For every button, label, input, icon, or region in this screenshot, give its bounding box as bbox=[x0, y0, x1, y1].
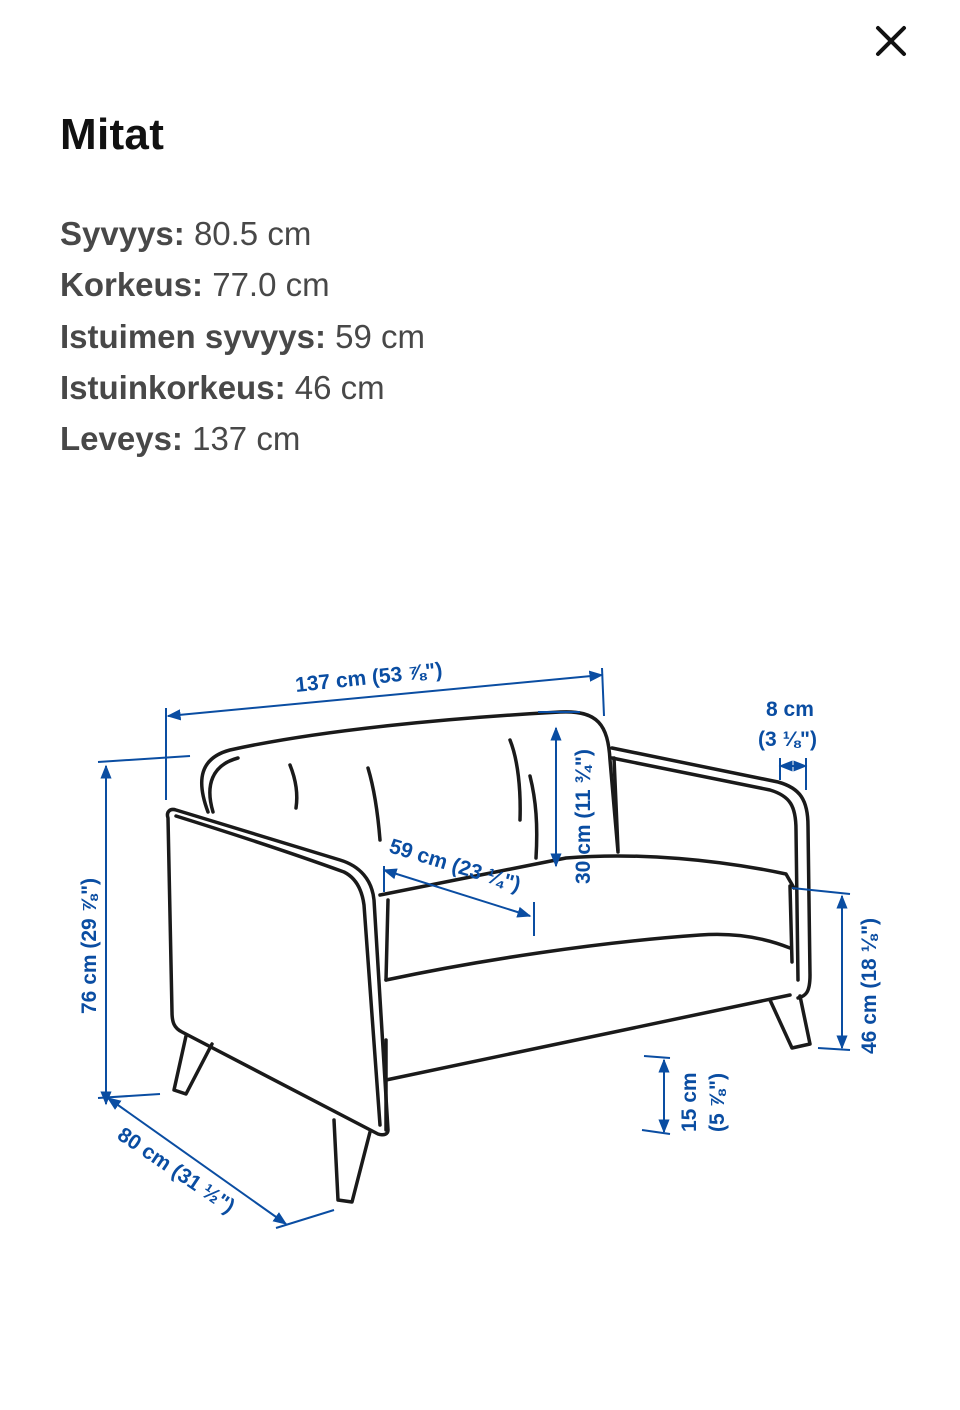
dimension-value: 80.5 cm bbox=[193, 215, 312, 252]
dimension-value: 137 cm bbox=[192, 420, 301, 458]
dimension-label: Leveys: bbox=[60, 420, 183, 458]
leg-height-label: 15 cm bbox=[678, 1072, 701, 1132]
dimension-label: Istuimen syvyys: bbox=[60, 317, 326, 355]
dimension-value: 77.0 cm bbox=[212, 266, 330, 304]
dimension-value: 46 cm bbox=[294, 368, 385, 406]
leg-height-inch-label: (5 ⅞") bbox=[706, 1073, 729, 1132]
dimension-seat-depth bbox=[60, 311, 425, 362]
seat-height-label: 46 cm (18 ⅛") bbox=[858, 917, 881, 1054]
back-height-label: 30 cm (11 ¾") bbox=[572, 749, 595, 884]
dimension-lines bbox=[98, 668, 850, 1228]
arm-width-inch-label: (3 ⅛") bbox=[758, 728, 817, 751]
close-icon bbox=[875, 25, 907, 57]
dimension-width bbox=[60, 413, 425, 464]
width-label: 137 cm (53 ⅞") bbox=[294, 658, 444, 697]
seat-depth-label: 59 cm (23 ¼") bbox=[386, 834, 524, 897]
dimension-depth bbox=[60, 208, 425, 259]
arm-width-label: 8 cm bbox=[766, 698, 814, 721]
depth-label: 80 cm (31 ½") bbox=[113, 1123, 239, 1219]
dimensions-list bbox=[60, 208, 425, 464]
dimension-seat-height bbox=[60, 362, 425, 413]
dimension-height bbox=[60, 259, 425, 310]
sofa-dimension-drawing bbox=[0, 620, 960, 1260]
close-button[interactable] bbox=[868, 18, 914, 64]
dimension-label: Istuinkorkeus: bbox=[60, 368, 286, 406]
dimension-label: Korkeus: bbox=[60, 266, 204, 304]
dimension-label: Syvyys: bbox=[60, 215, 185, 252]
height-label: 76 cm (29 ⅞") bbox=[78, 877, 101, 1014]
dimension-value: 59 cm bbox=[335, 317, 426, 355]
page-title: Mitat bbox=[60, 110, 165, 159]
